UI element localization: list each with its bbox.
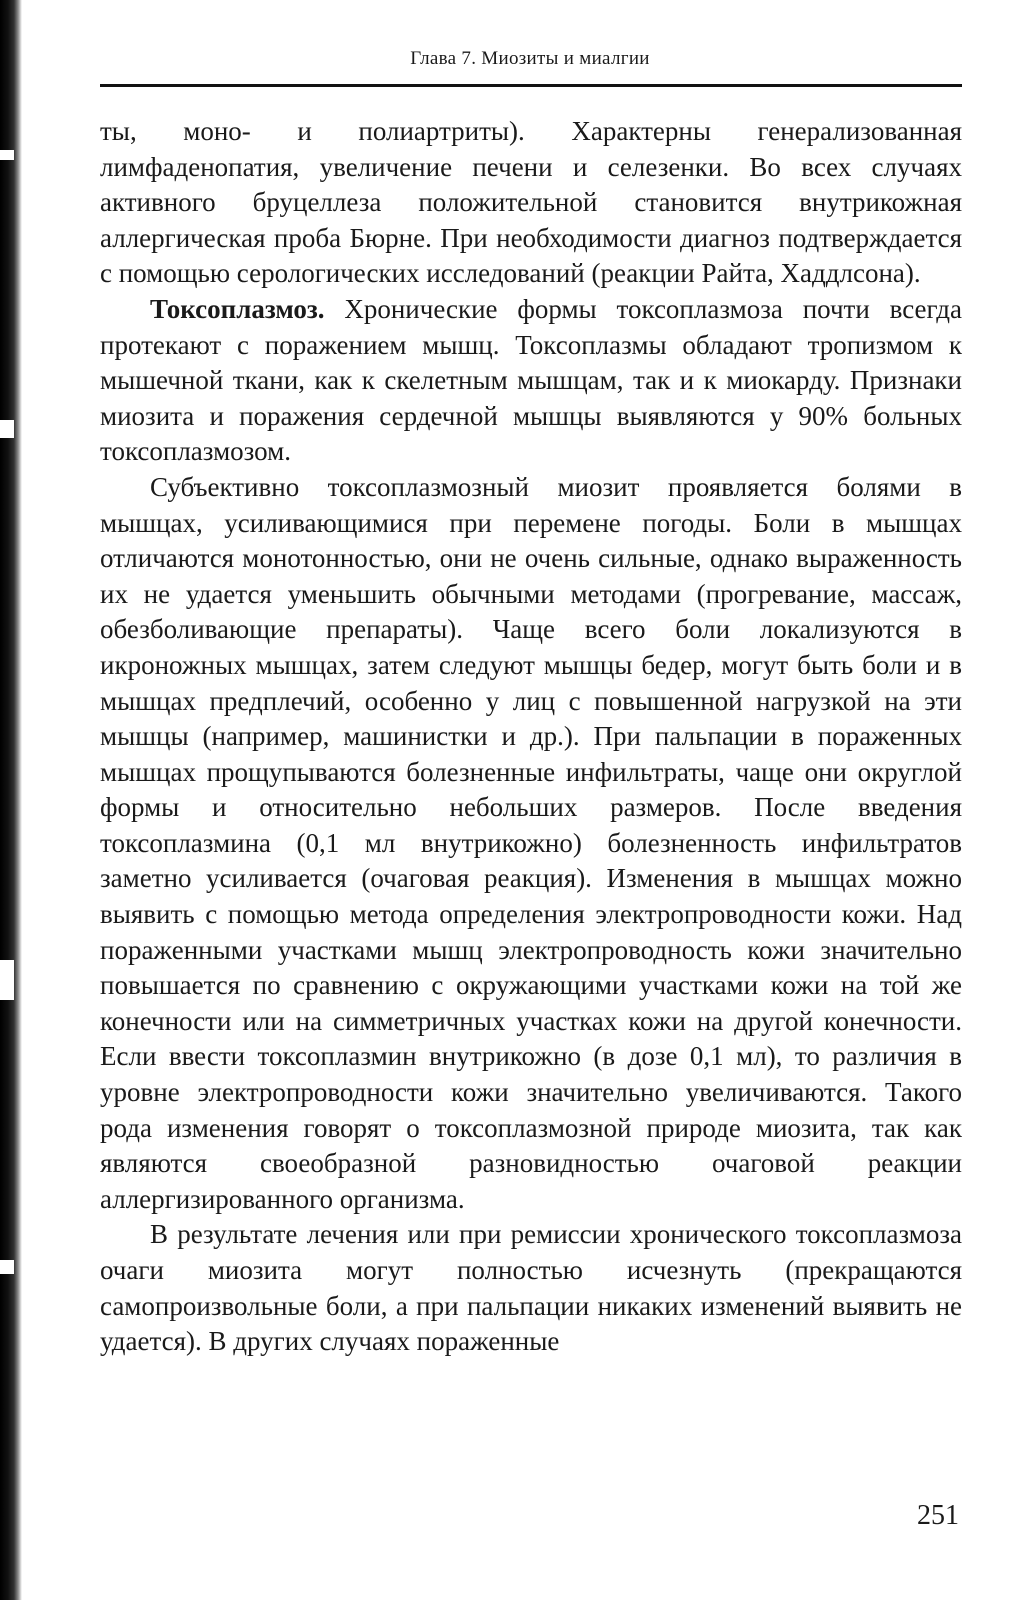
spine-gap <box>0 420 14 438</box>
section-term: Токсоплазмоз. <box>150 293 325 324</box>
paragraph-text: ты, моно- и полиартриты). Характерны генерализованная лимфаденопатия, увеличение печени и селезенки. Во всех случаях активного бруцеллеза положительной становится внутрикожная аллергическая проба Бюрне. При необходимости диагноз подтверждается с помощью серологических исследований (реакции Райта, Хаддлсона). <box>100 116 962 289</box>
page-number: 251 <box>917 1500 959 1531</box>
paragraph-text: Субъективно токсоплазмозный миозит проявляется болями в мышцах, усиливающимися при перемене погоды. Боли в мышцах отличаются монотонностью, они не очень сильные, однако выраженность их не удается уменьшить обычными методами (прогревание, массаж, обезболивающие препараты). Чаще всего боли локализуются в икроножных мышцах, затем следуют мышцы бедер, могут быть боли и в мышцах предплечий, особенно у лиц с повышенной нагрузкой на эти мышцы (например, машинистки и др.). При пальпации в пораженных мышцах прощупываются болезненные инфильтраты, чаще они округлой формы и относительно небольших размеров. После введения токсоплазмина (0,1 мл внутрикожно) болезненность инфильтратов заметно усиливается (очаговая реакция). Изменения в мышцах можно выявить с помощью метода определения электропроводности кожи. Над пораженными участками мышц электропроводность кожи значительно повышается по сравнению с окружающими участками кожи на той же конечности или на симметричных участках кожи на другой конечности. Если ввести токсоплазмин внутрикожно (в дозе 0,1 мл), то различия в уровне электропроводности кожи значительно увеличиваются. Такого рода изменения говорят о токсоплазмозной природе миозита, так как являются своеобразной разновидностью очаговой реакции аллергизированного организма. <box>100 471 962 1214</box>
paragraph <box>100 470 962 1217</box>
spine-gap <box>0 960 14 1000</box>
header-rule <box>100 84 962 87</box>
page-body <box>100 114 962 1360</box>
paragraph-text: В результате лечения или при ремиссии хронического токсоплазмоза очаги миозита могут полностью исчезнуть (прекращаются самопроизвольные боли, а при пальпации никаких изменений выявить не удается). В других случаях пораженные <box>100 1219 962 1357</box>
spine-gap <box>0 1260 14 1274</box>
paragraph <box>100 1217 962 1359</box>
paragraph <box>100 114 962 292</box>
paragraph <box>100 292 962 470</box>
spine-gap <box>0 150 14 160</box>
paragraph-text: Хронические формы токсоплазмоза почти всегда протекают с поражением мышц. Токсоплазмы обладают тропизмом к мышечной ткани, как к скелетным мышцам, так и к миокарду. Признаки миозита и поражения сердечной мышцы выявляются у 90% больных токсоплазмозом. <box>100 293 962 467</box>
running-head: Глава 7. Миозиты и миалгии <box>410 48 650 69</box>
book-spine-shadow <box>0 0 22 1600</box>
